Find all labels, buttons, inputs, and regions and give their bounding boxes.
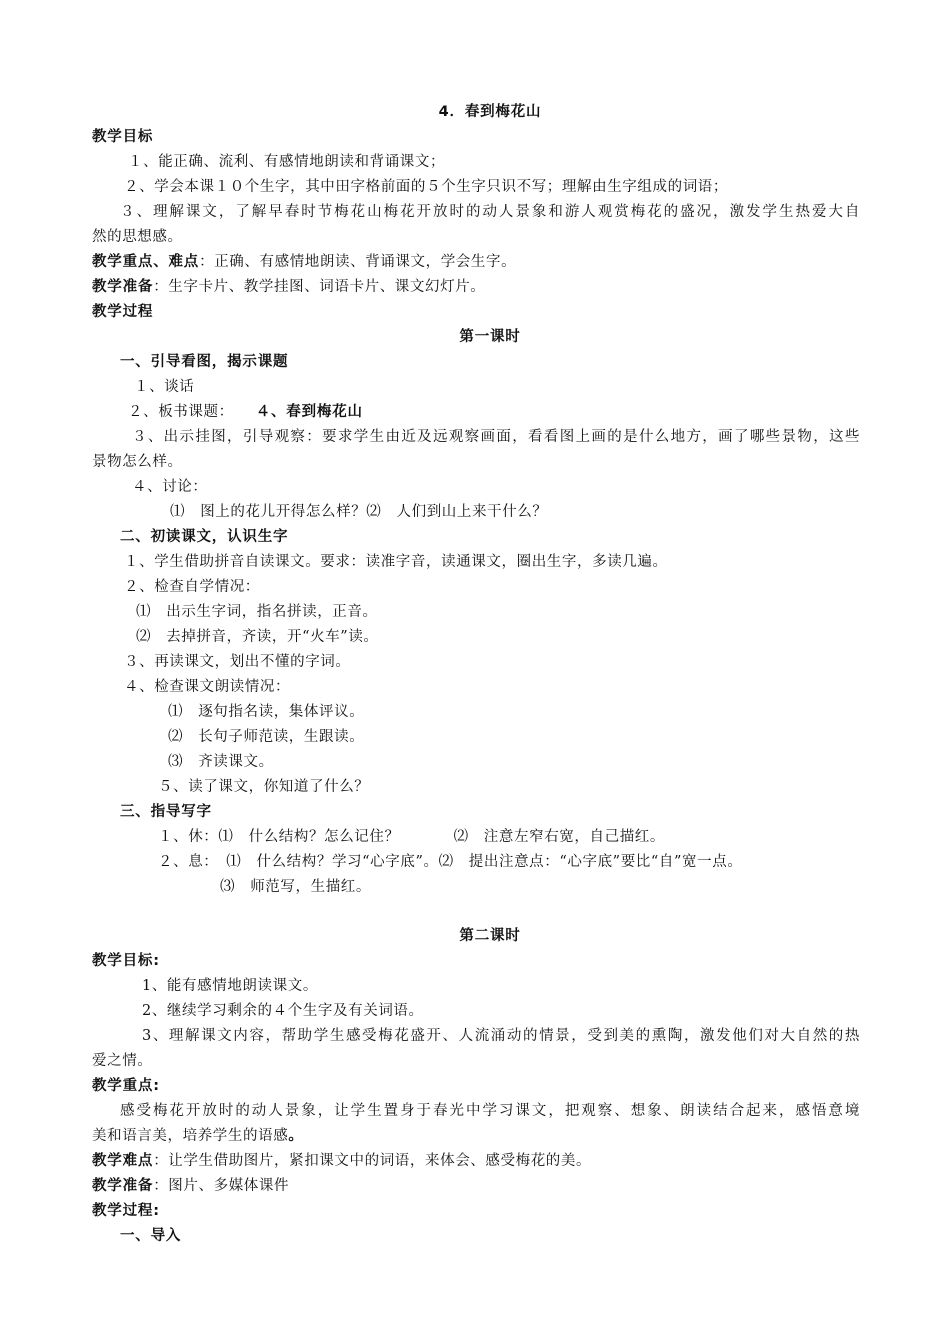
goal-item-3: ３、理解课文，了解早春时节梅花山梅花开放时的动人景象和游人观赏梅花的盛况，激发学生热爱大自 xyxy=(120,204,860,220)
key-points-line xyxy=(92,252,516,272)
lesson2-preparation-label: 教学准备 xyxy=(92,1178,154,1194)
preparation-line xyxy=(92,277,485,297)
lesson2-goal-3: 3、理解课文内容，帮助学生感受梅花盛开、人流涌动的情景，受到美的熏陶，激发他们对大自然的热 xyxy=(142,1028,860,1044)
lesson1-step-3-2: ２、息： ⑴ 什么结构？学习“心字底”。⑵ 提出注意点：“心字底”要比“自”宽一点。 xyxy=(158,854,743,870)
difficulty-label: 教学难点 xyxy=(92,1153,154,1169)
key-text-period: 。 xyxy=(288,1128,304,1144)
lesson2-preparation-line xyxy=(92,1176,289,1196)
lesson2-key-text: 感受梅花开放时的动人景象，让学生置身于春光中学习课文，把观察、想象、朗读结合起来，感悟意境 xyxy=(120,1103,860,1119)
lesson1-step-2-4c: ⑶ 齐读课文。 xyxy=(168,754,274,770)
lesson2-goal-1: 1、能有感情地朗读课文。 xyxy=(142,978,318,994)
step-3-1-part-b: ⑵ 注意左窄右宽，自己描红。 xyxy=(453,829,666,845)
lesson1-section-3: 三、指导写字 xyxy=(120,804,212,820)
lesson1-step-2-2b: ⑵ 去掉拼音，齐读，开“火车”读。 xyxy=(136,629,379,645)
goal-item-2: ２、学会本课１０个生字，其中田字格前面的５个生字只识不写；理解由生字组成的词语； xyxy=(124,179,728,195)
board-title-text: ４、春到梅花山 xyxy=(255,404,363,420)
lesson2-goal-2: 2、继续学习剩余的４个生字及有关词语。 xyxy=(142,1003,424,1019)
key-points-label: 教学重点、难点 xyxy=(92,254,200,270)
lesson2-difficulty-line xyxy=(92,1151,591,1171)
process-heading: 教学过程 xyxy=(92,304,154,320)
lesson1-step-1-1: １、谈话 xyxy=(134,379,195,395)
lesson2-key-text-cont xyxy=(92,1126,304,1146)
goal-item-1: １、能正确、流利、有感情地朗读和背诵课文； xyxy=(128,154,446,170)
lesson1-step-2-4a: ⑴ 逐句指名读，集体评议。 xyxy=(168,704,365,720)
preparation-text: ：生字卡片、教学挂图、词语卡片、课文幻灯片。 xyxy=(153,279,486,295)
lesson1-step-2-3: ３、再读课文，划出不懂的字词。 xyxy=(124,654,351,670)
lesson1-step-2-1: １、学生借助拼音自读课文。要求：读准字音，读通课文，圈出生字，多读几遍。 xyxy=(124,554,668,570)
lesson2-process-label: 教学过程: xyxy=(92,1203,160,1219)
lesson1-section-2: 二、初读课文，认识生字 xyxy=(120,529,289,545)
lesson1-step-1-3: ３、出示挂图，引导观察：要求学生由近及远观察画面，看看图上画的是什么地方，画了哪些景物，这些 xyxy=(132,429,860,445)
lesson1-step-2-2: ２、检查自学情况： xyxy=(124,579,260,595)
goal-item-3-cont: 然的思想感。 xyxy=(92,229,183,245)
lesson1-step-3-2c: ⑶ 师范写，生描红。 xyxy=(220,879,371,895)
lesson-title: 4．春到梅花山 xyxy=(438,104,542,120)
lesson1-step-2-5: ５、读了课文，你知道了什么？ xyxy=(158,779,370,795)
lesson1-step-1-3-cont: 景物怎么样。 xyxy=(92,454,183,470)
lesson2-preparation-text: ：图片、多媒体课件 xyxy=(153,1178,290,1194)
goals-heading: 教学目标 xyxy=(92,129,154,145)
lesson1-step-1-2 xyxy=(128,402,363,422)
lesson1-step-1-4-questions: ⑴ 图上的花儿开得怎么样？⑵ 人们到山上来干什么？ xyxy=(170,504,548,520)
lesson1-section-1: 一、引导看图，揭示课题 xyxy=(120,354,289,370)
lesson1-step-2-2a: ⑴ 出示生字词，指名拼读，正音。 xyxy=(136,604,378,620)
lesson1-heading: 第一课时 xyxy=(459,329,521,345)
key-text-end: 美和语言美，培养学生的语感 xyxy=(92,1128,289,1144)
lesson1-step-1-4: ４、讨论： xyxy=(132,479,208,495)
difficulty-text: ：让学生借助图片，紧扣课文中的词语，来体会、感受梅花的美。 xyxy=(153,1153,592,1169)
lesson2-section-1: 一、导入 xyxy=(120,1228,182,1244)
step-3-1-part-a: １、休：⑴ 什么结构？怎么记住？ xyxy=(158,829,400,845)
lesson2-heading: 第二课时 xyxy=(459,928,521,944)
lesson2-goals-label: 教学目标: xyxy=(92,953,160,969)
lesson1-step-2-4b: ⑵ 长句子师范读，生跟读。 xyxy=(168,729,365,745)
board-title-label: ２、板书课题： xyxy=(128,404,234,420)
lesson1-step-3-1 xyxy=(158,827,665,847)
lesson2-goal-3-cont: 爱之情。 xyxy=(92,1053,153,1069)
lesson1-step-2-4: ４、检查课文朗读情况： xyxy=(124,679,291,695)
lesson2-key-label: 教学重点: xyxy=(92,1078,160,1094)
preparation-label: 教学准备 xyxy=(92,279,154,295)
key-points-text: ：正确、有感情地朗读、背诵课文，学会生字。 xyxy=(199,254,517,270)
